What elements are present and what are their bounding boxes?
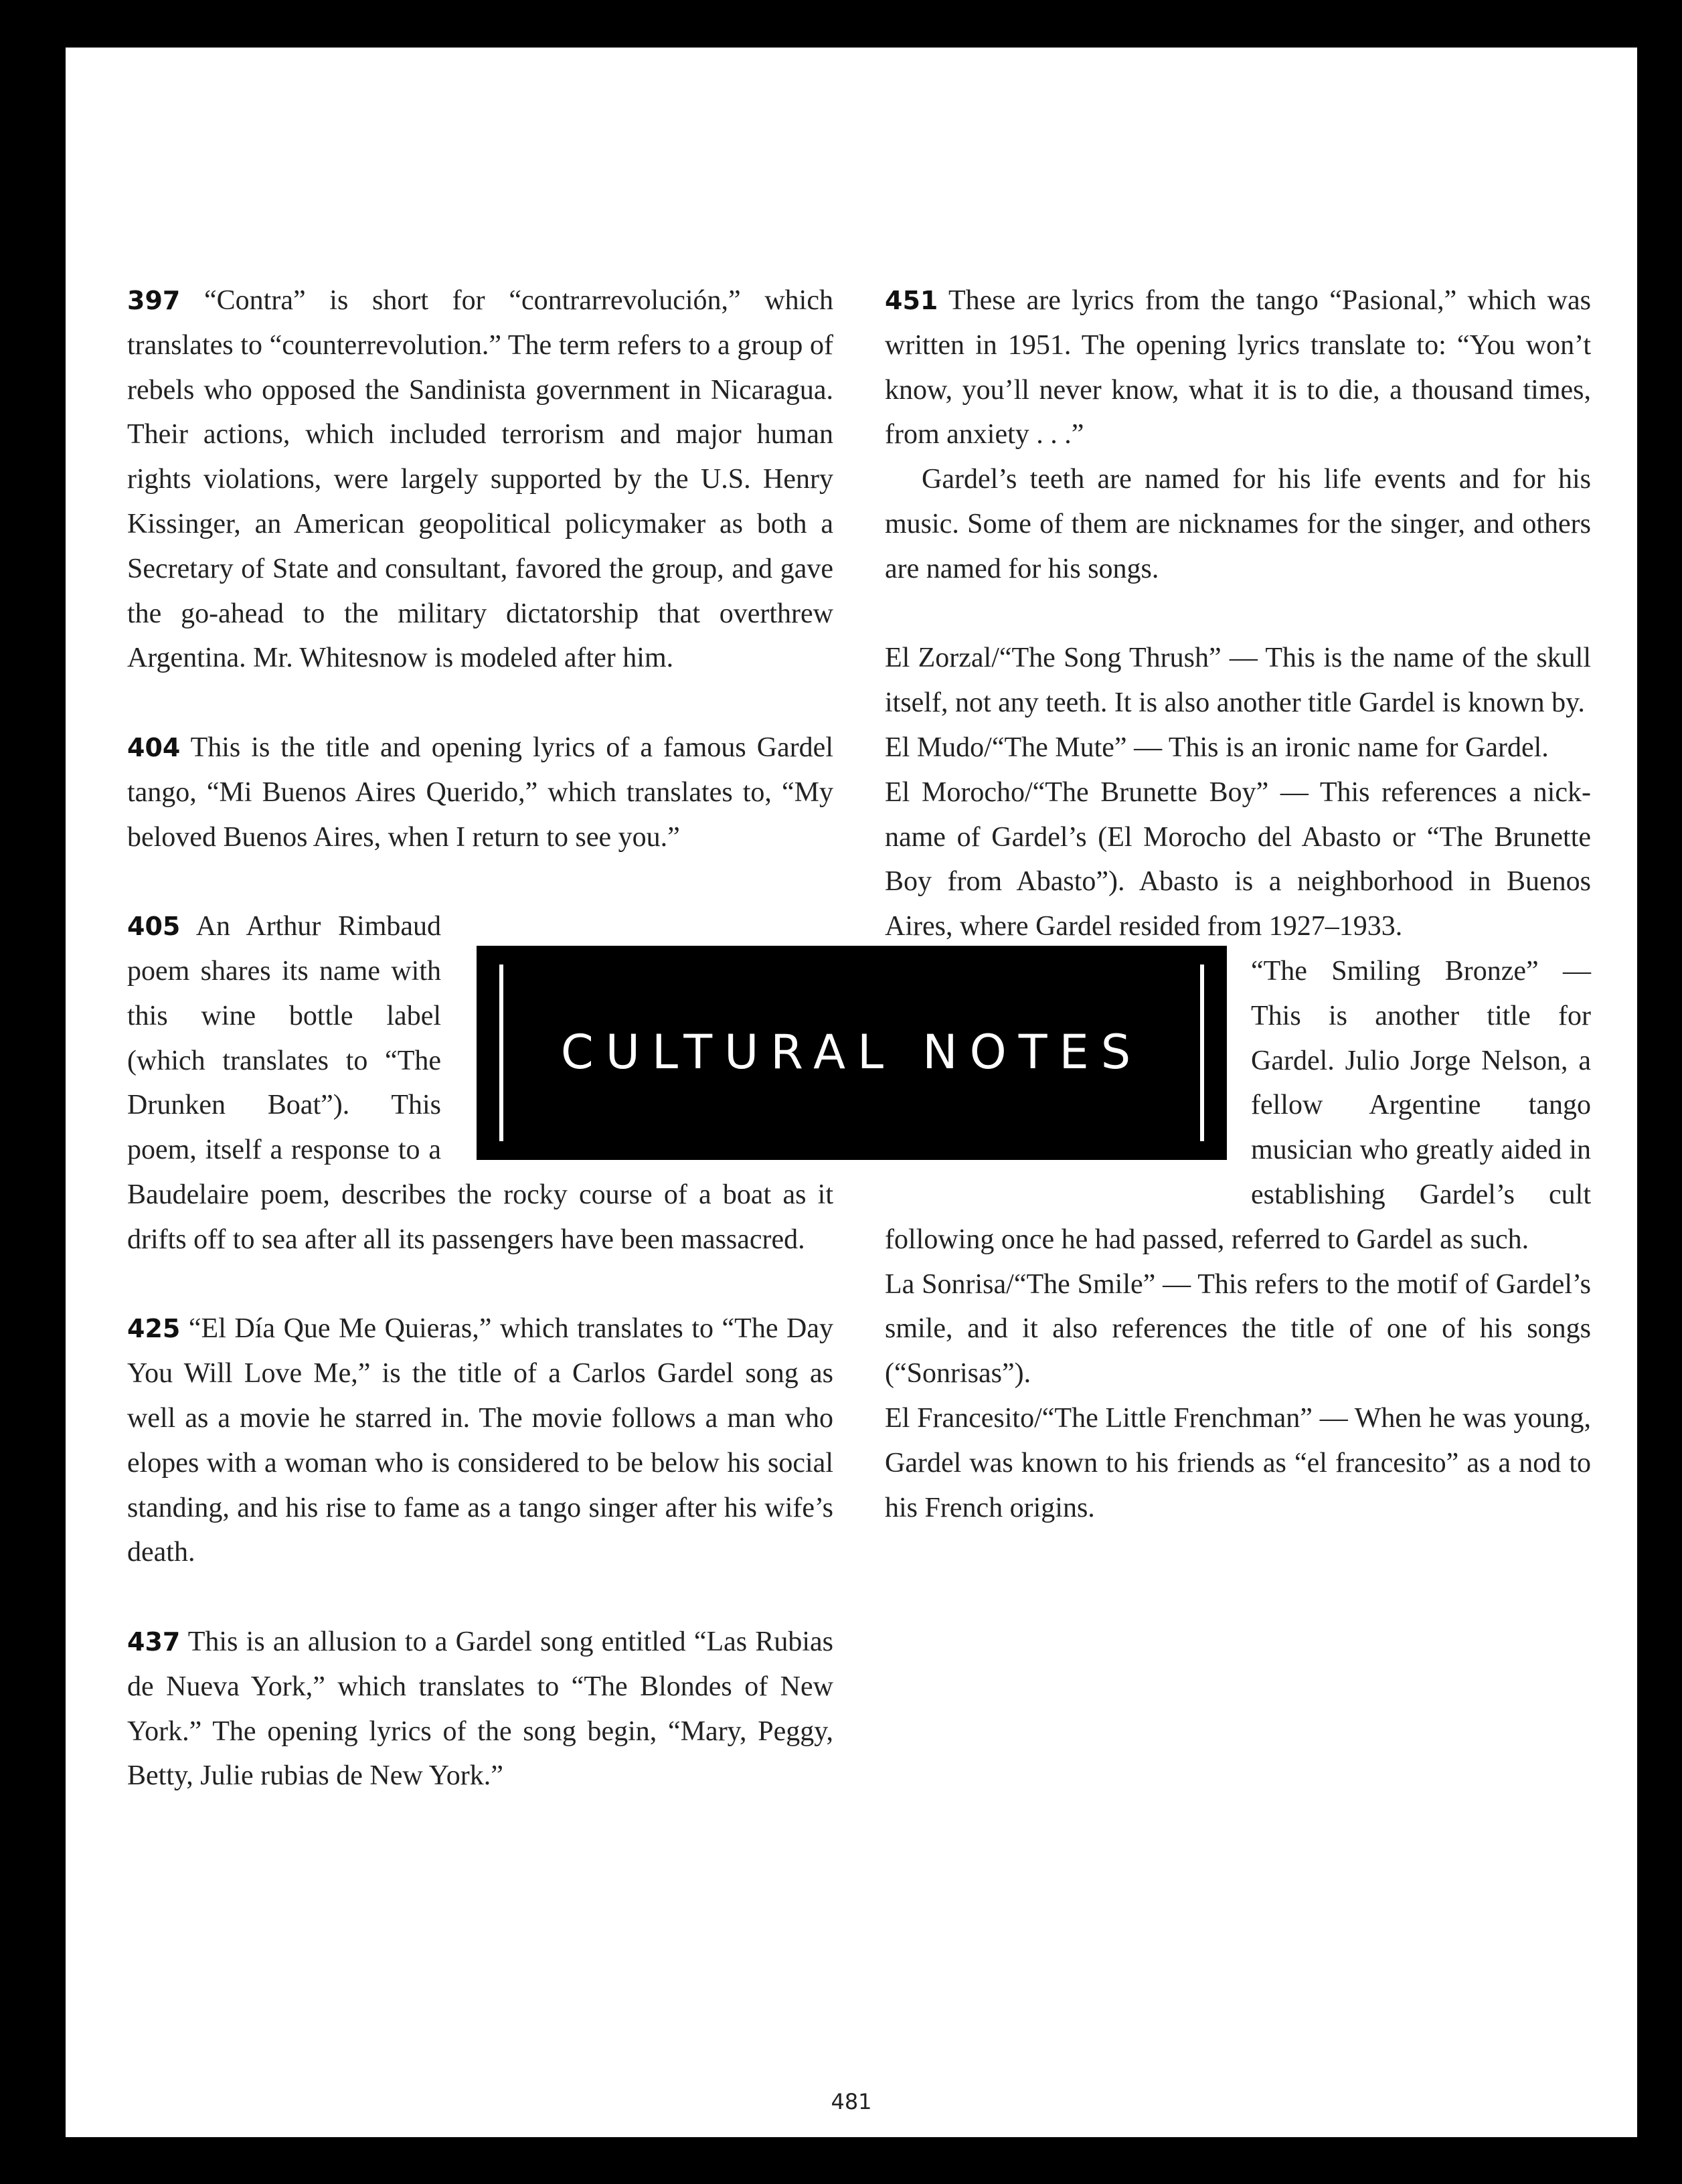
right-column [885,278,1591,1530]
note-number: 404 [127,732,181,762]
note-number: 425 [127,1314,181,1344]
tooth-bronze-text: “The Smiling Bronze” — This is another title for Gardel. Julio Jorge Nelson, a fellow Argentine tango musician who greatly aided in establishing Gardel’s cult following once he had passed, referred to Gardel as such. [885,955,1591,1255]
note-number: 405 [127,912,181,942]
page [66,48,1637,2137]
teeth-intro: Gardel’s teeth are named for his life events and for his music. Some of them are nicknames for the singer, and others are named for his songs. [885,464,1591,584]
note-text: “Contra” is short for “contrarrevolución,” which translates to “counterrevolution.” The term refers to a group of rebels who opposed the Sandinista government in Nicaragua. Their actions, which included terrorism and major human rights violations, were largely supported by the U.S. Henry Kissinger, an American geopolitical policymaker as both a Secretary of State and consultant, favored the group, and gave the go-ahead to the military dictatorship that overthrew Argentina. Mr. Whitesnow is modeled after him. [127,285,833,674]
note-text: These are lyrics from the tango “Pasional,” which was written in 1951. The opening lyrics translate to: “You won’t know, you’ll never know, what it is to die, a thousand times, from anxiety . . .” [885,285,1591,450]
note-number: 437 [127,1626,181,1657]
note-number: 397 [127,286,181,315]
page-number: 481 [831,2089,872,2114]
note-425 [127,1307,833,1575]
note-451 [885,278,1591,457]
note-text: “El Día Que Me Quieras,” which translates to “The Day You Will Love Me,” is the title of a Carlos Gardel song as well as a movie he starred in. The movie follows a man who elopes with a woman who is considered to be below his social standing, and his rise to fame as a tango singer after his wife’s death. [127,1313,834,1568]
banner-title: CULTURAL NOTES [560,1025,1143,1080]
note-number: 451 [885,286,938,315]
note-404 [127,726,833,859]
note-437 [127,1620,833,1798]
note-text: An Arthur Rimbaud poem shares its name with this wine bottle label (which translates to “The Drunken Boat”). This poem, itself a response to a Baudelaire poem, describes the rocky course of a boat as it drifts off to sea after all its passengers have been massacred. [127,911,833,1255]
note-397 [127,278,833,681]
cultural-notes-banner [477,946,1227,1160]
tooth-mudo: El Mudo/“The Mute” — This is an ironic name for Gardel. [885,732,1549,763]
tooth-morocho: El Morocho/“The Brunette Boy” — This references a nickname of Gardel’s (El Morocho del Abasto or “The Brunette Boy from Abasto”). Abasto is a neighborhood in Buenos Aires, where Gardel resided from 1927–1933. [885,776,1591,942]
tooth-francesito: El Francesito/“The Little Frenchman” — When he was young, Gardel was known to his friends as “el francesito” as a nod to his French origins. [885,1402,1591,1523]
note-text: This is an allusion to a Gardel song entitled “Las Rubias de Nueva York,” which translates to “The Blondes of New York.” The opening lyrics of the song begin, “Mary, Peggy, Betty, Julie rubias de New York.” [127,1626,833,1792]
tooth-sonrisa: La Sonrisa/“The Smile” — This refers to the motif of Gardel’s smile, and it also references the title of one of his songs (“Sonrisas”). [885,1268,1591,1390]
note-text: This is the title and opening lyrics of a famous Gardel tango, “Mi Buenos Aires Querido,” which translates to, “My beloved Buenos Aires, when I return to see you.” [127,732,833,853]
tooth-zorzal: El Zorzal/“The Song Thrush” — This is the name of the skull itself, not any teeth. It is also another title Gardel is known by. [885,643,1591,719]
